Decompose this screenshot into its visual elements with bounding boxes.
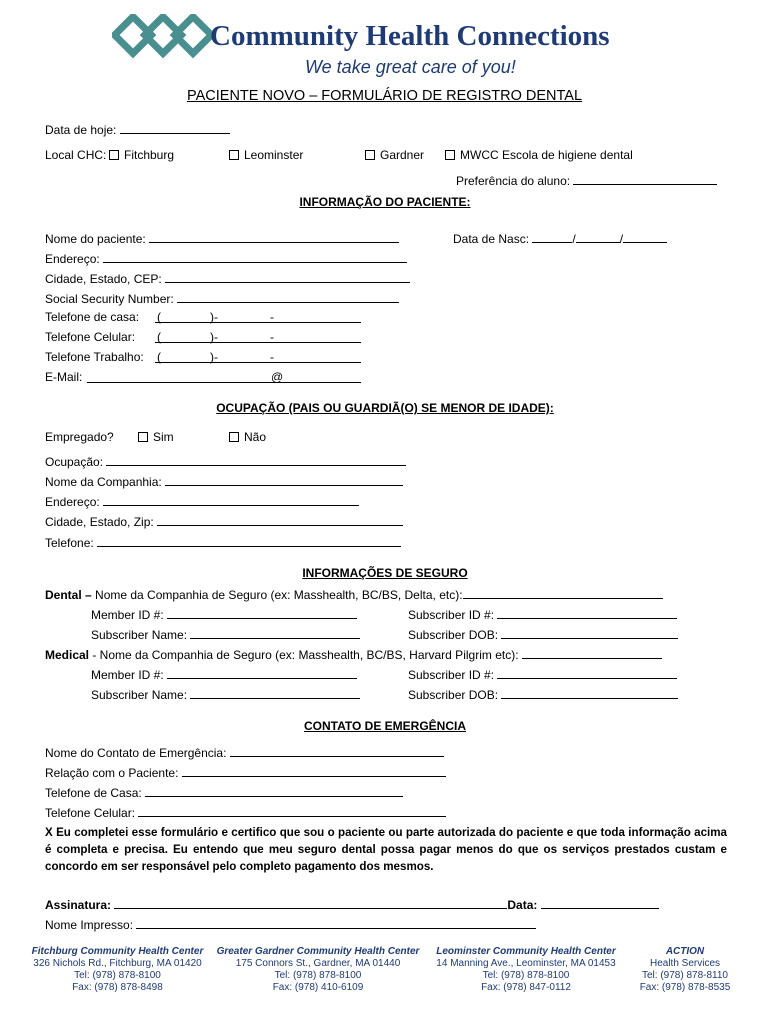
- logo-diamonds-icon: [112, 14, 212, 62]
- medical-subscriber-id-row: Subscriber ID #:: [408, 666, 677, 682]
- date-today-label: Data de hoje:: [45, 123, 117, 137]
- company-city-row: Cidade, Estado, Zip:: [45, 513, 403, 529]
- patient-name-field[interactable]: [149, 230, 399, 243]
- medical-company-field[interactable]: [522, 646, 662, 659]
- emergency-name-field[interactable]: [230, 744, 444, 757]
- signature-field[interactable]: [114, 896, 507, 909]
- dental-subscriber-id-row: Subscriber ID #:: [408, 606, 677, 622]
- home-phone-label: Telefone de casa:: [45, 310, 140, 324]
- date-today-field[interactable]: [120, 121, 230, 134]
- footer-leominster: Leominster Community Health Center 14 Manning Ave., Leominster, MA 01453 Tel: (978) 878-8100 Fax: (978) 847-0112: [436, 946, 616, 993]
- company-phone-row: Telefone:: [45, 534, 401, 550]
- company-city-field[interactable]: [157, 513, 403, 526]
- medical-subscriber-id-field[interactable]: [497, 666, 677, 679]
- email-label: E-Mail:: [45, 370, 83, 384]
- company-address-row: Endereço:: [45, 493, 359, 509]
- footer-action: ACTION Health Services Tel: (978) 878-8110 Fax: (978) 878-8535: [639, 946, 731, 993]
- checkbox[interactable]: [229, 432, 239, 442]
- signature-row: Assinatura: Data:: [45, 896, 659, 912]
- dental-subscriber-name-row: Subscriber Name:: [91, 626, 360, 642]
- footer-gardner: Greater Gardner Community Health Center 175 Connors St., Gardner, MA 01440 Tel: (978) 878-8100 Fax: (978) 410-6109: [216, 946, 420, 993]
- certification-text: X Eu completei esse formulário e certifico que sou o paciente ou parte autorizada do paciente e que toda informação acima é completa e precisa. Eu entendo que meu seguro dental possa pagar menos do que os serviços prestados custam e concordo em ser responsável pelo completo pagamento dos mesmos.: [45, 826, 727, 873]
- cell-phone-label: Telefone Celular:: [45, 330, 136, 344]
- student-pref-field[interactable]: [573, 172, 717, 185]
- checkbox[interactable]: [109, 150, 119, 160]
- address-row: Endereço:: [45, 250, 407, 266]
- dental-member-id-field[interactable]: [167, 606, 357, 619]
- ssn-field[interactable]: [177, 290, 399, 303]
- dental-row: Dental – Nome da Companhia de Seguro (ex: Masshealth, BC/BS, Delta, etc):: [45, 586, 663, 602]
- checkbox[interactable]: [365, 150, 375, 160]
- emergency-cell-phone-field[interactable]: [138, 804, 446, 817]
- emergency-name-row: Nome do Contato de Emergência:: [45, 744, 444, 760]
- occupation-field[interactable]: [106, 453, 406, 466]
- city-field[interactable]: [165, 270, 410, 283]
- dob-day-field[interactable]: [576, 230, 620, 243]
- medical-row: Medical - Nome da Companhia de Seguro (ex: Masshealth, BC/BS, Harvard Pilgrim etc):: [45, 646, 662, 662]
- occupation-heading: OCUPAÇÃO (PAIS OU GUARDIÃ(O) SE MENOR DE IDADE):: [216, 401, 554, 415]
- medical-member-id-row: Member ID #:: [91, 666, 357, 682]
- student-pref-label: Preferência do aluno:: [456, 174, 571, 188]
- employed-label: Empregado?: [45, 430, 114, 444]
- location-leominster[interactable]: Leominster: [229, 148, 303, 162]
- dental-member-id-row: Member ID #:: [91, 606, 357, 622]
- emergency-relation-row: Relação com o Paciente:: [45, 764, 446, 780]
- location-fitchburg[interactable]: Fitchburg: [109, 148, 174, 162]
- company-address-field[interactable]: [103, 493, 359, 506]
- location-gardner[interactable]: Gardner: [365, 148, 424, 162]
- footer-fitchburg: Fitchburg Community Health Center 326 Nichols Rd., Fitchburg, MA 01420 Tel: (978) 878-8100 Fax: (978) 878-8498: [31, 946, 204, 993]
- date-today-row: [45, 121, 230, 137]
- dob-year-field[interactable]: [623, 230, 667, 243]
- student-pref-row: [456, 172, 717, 188]
- dental-subscriber-id-field[interactable]: [497, 606, 677, 619]
- chc-label: Local CHC:: [45, 148, 107, 162]
- insurance-heading: INFORMAÇÕES DE SEGURO: [302, 566, 468, 580]
- checkbox[interactable]: [138, 432, 148, 442]
- checkbox[interactable]: [229, 150, 239, 160]
- address-field[interactable]: [103, 250, 407, 263]
- dob-row: Data de Nasc: / /: [453, 230, 667, 246]
- medical-subscriber-dob-row: Subscriber DOB:: [408, 686, 678, 702]
- company-row: Nome da Companhia:: [45, 473, 403, 489]
- dob-month-field[interactable]: [532, 230, 572, 243]
- dental-subscriber-dob-field[interactable]: [501, 626, 678, 639]
- work-phone-label: Telefone Trabalho:: [45, 350, 144, 364]
- employed-yes[interactable]: Sim: [138, 430, 174, 444]
- employed-no[interactable]: Não: [229, 430, 266, 444]
- medical-member-id-field[interactable]: [167, 666, 357, 679]
- printed-name-row: Nome Impresso:: [45, 916, 536, 932]
- city-row: Cidade, Estado, CEP:: [45, 270, 410, 286]
- printed-name-field[interactable]: [136, 916, 536, 929]
- checkbox[interactable]: [445, 150, 455, 160]
- emergency-home-phone-field[interactable]: [145, 784, 403, 797]
- medical-subscriber-dob-field[interactable]: [501, 686, 678, 699]
- ssn-row: Social Security Number:: [45, 290, 399, 306]
- emergency-home-phone-row: Telefone de Casa:: [45, 784, 403, 800]
- dental-subscriber-name-field[interactable]: [190, 626, 360, 639]
- org-name: Community Health Connections: [210, 20, 610, 52]
- emergency-relation-field[interactable]: [182, 764, 446, 777]
- occupation-row: Ocupação:: [45, 453, 406, 469]
- location-mwcc[interactable]: MWCC Escola de higiene dental: [445, 148, 633, 162]
- form-title: PACIENTE NOVO – FORMULÁRIO DE REGISTRO DENTAL: [187, 88, 583, 104]
- patient-heading: INFORMAÇÃO DO PACIENTE:: [299, 195, 471, 209]
- emergency-heading: CONTATO DE EMERGÊNCIA: [303, 719, 466, 733]
- signature-date-field[interactable]: [541, 896, 659, 909]
- patient-name-row: Nome do paciente:: [45, 230, 399, 246]
- medical-subscriber-name-row: Subscriber Name:: [91, 686, 360, 702]
- medical-subscriber-name-field[interactable]: [190, 686, 360, 699]
- tagline: We take great care of you!: [305, 57, 516, 77]
- company-phone-field[interactable]: [97, 534, 401, 547]
- dental-subscriber-dob-row: Subscriber DOB:: [408, 626, 678, 642]
- company-field[interactable]: [165, 473, 403, 486]
- emergency-cell-phone-row: Telefone Celular:: [45, 804, 446, 820]
- dental-company-field[interactable]: [463, 586, 663, 599]
